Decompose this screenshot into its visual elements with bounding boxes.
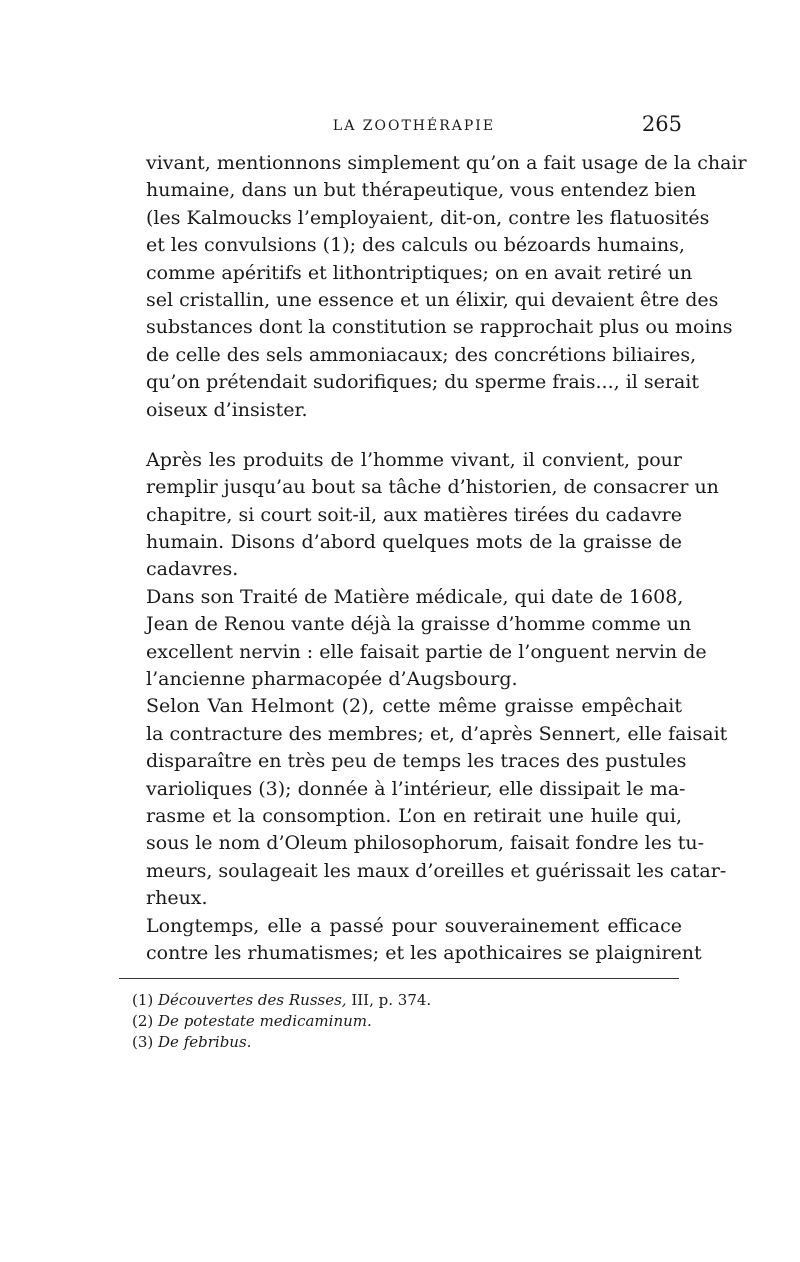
text-line: la contracture des membres; et, d’après Sennert, elle faisait bbox=[146, 722, 728, 745]
text-line: qu’on prétendait sudorifiques; du sperme frais..., il serait bbox=[146, 371, 700, 394]
text-line: disparaître en très peu de temps les traces des pustules bbox=[146, 750, 687, 773]
text-line: excellent nervin : elle faisait partie de l’onguent nervin de bbox=[146, 640, 707, 663]
text-line: substances dont la constitution se rapprochait plus ou moins bbox=[146, 316, 733, 339]
page-number: 265 bbox=[641, 112, 682, 136]
text-line: rasme et la consomption. L’on en retirait une huile qui, bbox=[146, 804, 682, 827]
text-line: et les convulsions (1); des calculs ou bézoards humains, bbox=[146, 234, 685, 257]
text-line: Dans son Traité de Matière médicale, qui date de 1608, bbox=[146, 585, 684, 608]
text-line: remplir jusqu’au bout sa tâche d’historien, de consacrer un bbox=[146, 476, 719, 499]
body-text bbox=[146, 150, 747, 967]
page-header bbox=[146, 112, 682, 142]
paragraph-4 bbox=[146, 693, 728, 912]
text-line: Selon Van Helmont (2), cette même graisse empêchait bbox=[146, 695, 682, 718]
footnote-mark: (2) bbox=[132, 1012, 154, 1030]
text-line: rheux. bbox=[146, 887, 208, 910]
paragraph-1 bbox=[146, 150, 747, 424]
paragraph-2 bbox=[146, 447, 719, 584]
footnote-2 bbox=[132, 1011, 672, 1032]
footnote-3 bbox=[132, 1032, 672, 1053]
text-line: Après les produits de l’homme vivant, il convient, pour bbox=[146, 448, 682, 471]
footnote-title: De potestate medicaminum. bbox=[158, 1012, 372, 1030]
paragraph-3 bbox=[146, 584, 707, 694]
text-line: l’ancienne pharmacopée d’Augsbourg. bbox=[146, 668, 518, 691]
text-line: Jean de Renou vante déjà la graisse d’homme comme un bbox=[146, 613, 692, 636]
footnote-divider bbox=[119, 978, 679, 979]
text-line: de celle des sels ammoniacaux; des concrétions biliaires, bbox=[146, 343, 697, 366]
footnote-reference: III, p. 374. bbox=[346, 991, 432, 1009]
footnote-title: De febribus. bbox=[158, 1033, 252, 1051]
footnote-mark: (1) bbox=[132, 991, 154, 1009]
paragraph-5 bbox=[146, 913, 702, 968]
footnote-1 bbox=[132, 990, 672, 1011]
text-line: comme apéritifs et lithontriptiques; on en avait retiré un bbox=[146, 261, 693, 284]
text-line: Longtemps, elle a passé pour souverainement efficace bbox=[146, 914, 682, 937]
text-line: sel cristallin, une essence et un élixir, qui devaient être des bbox=[146, 288, 719, 311]
text-line: oiseux d’insister. bbox=[146, 398, 308, 421]
text-line: chapitre, si court soit-il, aux matières tirées du cadavre bbox=[146, 503, 682, 526]
footnote-mark: (3) bbox=[132, 1033, 154, 1051]
text-line: sous le nom d’Oleum philosophorum, faisait fondre les tu- bbox=[146, 832, 705, 855]
text-line: (les Kalmoucks l’employaient, dit-on, contre les flatuosités bbox=[146, 206, 710, 229]
text-line: cadavres. bbox=[146, 558, 239, 581]
footnote-title: Découvertes des Russes, bbox=[158, 991, 347, 1009]
text-line: humain. Disons d’abord quelques mots de la graisse de bbox=[146, 531, 682, 554]
text-line: vivant, mentionnons simplement qu’on a fait usage de la chair bbox=[146, 152, 747, 174]
text-line: humaine, dans un but thérapeutique, vous entendez bien bbox=[146, 179, 697, 202]
running-head: LA ZOOTHÉRAPIE bbox=[332, 118, 496, 134]
text-line: contre les rhumatismes; et les apothicaires se plaignirent bbox=[146, 941, 702, 964]
text-line: meurs, soulageait les maux d’oreilles et guérissait les catar- bbox=[146, 859, 727, 882]
footnotes bbox=[132, 990, 672, 1053]
section-gap bbox=[146, 424, 682, 447]
text-line: varioliques (3); donnée à l’intérieur, elle dissipait le ma- bbox=[146, 777, 686, 800]
